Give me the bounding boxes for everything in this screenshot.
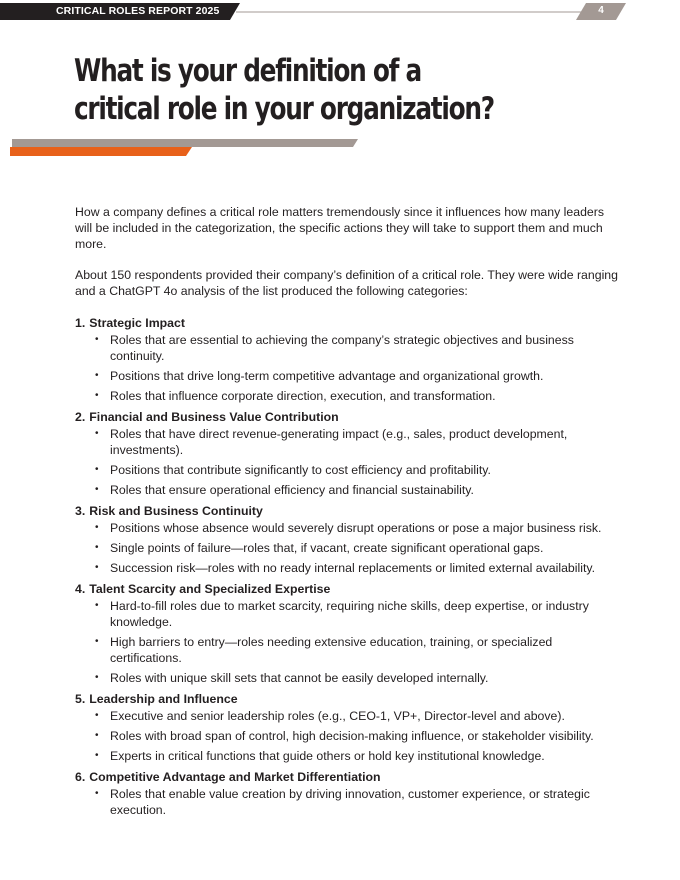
category-name: Risk and Business Continuity	[89, 504, 263, 518]
category-title	[75, 769, 623, 785]
category-section	[75, 503, 623, 576]
list-item: • Single points of failure—roles that, if vacant, create significant operational gaps.	[75, 540, 623, 556]
body-content	[75, 204, 623, 823]
list-item: • Succession risk—roles with no ready internal replacements or limited external availability.	[75, 560, 623, 576]
headline-underline-bars	[0, 138, 680, 158]
category-title	[75, 409, 623, 425]
list-item: • Experts in critical functions that guide others or hold key institutional knowledge.	[75, 748, 623, 764]
page-title	[74, 52, 554, 128]
category-number: 6.	[75, 770, 86, 784]
bullet-list	[75, 426, 623, 498]
list-item: • Positions that drive long-term competitive advantage and organizational growth.	[75, 368, 623, 384]
category-name: Talent Scarcity and Specialized Expertise	[89, 582, 331, 596]
category-section	[75, 315, 623, 404]
category-section	[75, 691, 623, 764]
page-title-line-1: What is your definition of a	[74, 53, 421, 89]
category-title	[75, 581, 623, 597]
list-item: • Positions that contribute significantly to cost efficiency and profitability.	[75, 462, 623, 478]
category-title	[75, 503, 623, 519]
page-title-line-2: critical role in your organization?	[74, 91, 494, 127]
report-title: CRITICAL ROLES REPORT 2025	[56, 5, 220, 17]
bullet-list	[75, 332, 623, 404]
list-item: • Positions whose absence would severely disrupt operations or pose a major business risk.	[75, 520, 623, 536]
bullet-list	[75, 708, 623, 764]
intro-paragraph: How a company defines a critical role matters tremendously since it influences how many leaders will be included in the categorization, the specific actions they will take to support them and much more.	[75, 205, 605, 251]
taupe-bar	[12, 139, 358, 147]
bullet-list	[75, 786, 623, 818]
list-item: • Hard-to-fill roles due to market scarcity, requiring niche skills, deep expertise, or industry knowledge.	[75, 598, 623, 630]
category-name: Strategic Impact	[89, 316, 185, 330]
list-item: • Executive and senior leadership roles (e.g., CEO-1, VP+, Director-level and above).	[75, 708, 623, 724]
category-title	[75, 315, 623, 331]
category-name: Financial and Business Value Contribution	[89, 410, 339, 424]
list-item: • Roles that ensure operational efficiency and financial sustainability.	[75, 482, 623, 498]
category-section	[75, 409, 623, 498]
intro-paragraph: About 150 respondents provided their company’s definition of a critical role. They were wide ranging and a ChatGPT 4o analysis of the list produced the following categories:	[75, 268, 618, 298]
category-name: Leadership and Influence	[89, 692, 238, 706]
list-item: • Roles that are essential to achieving the company’s strategic objectives and business continuity.	[75, 332, 623, 364]
category-number: 4.	[75, 582, 86, 596]
category-number: 2.	[75, 410, 86, 424]
category-name: Competitive Advantage and Market Differentiation	[89, 770, 381, 784]
bullet-list	[75, 598, 623, 686]
category-number: 3.	[75, 504, 86, 518]
bullet-list	[75, 520, 623, 576]
page-number: 4	[598, 5, 604, 16]
category-number: 1.	[75, 316, 86, 330]
category-section	[75, 769, 623, 818]
category-number: 5.	[75, 692, 86, 706]
list-item: • Roles that enable value creation by driving innovation, customer experience, or strategic execution.	[75, 786, 623, 818]
orange-bar	[10, 147, 192, 156]
category-title	[75, 691, 623, 707]
category-section	[75, 581, 623, 686]
list-item: • Roles with broad span of control, high decision-making influence, or stakeholder visibility.	[75, 728, 623, 744]
list-item: • High barriers to entry—roles needing extensive education, training, or specialized certifications.	[75, 634, 623, 666]
list-item: • Roles that influence corporate direction, execution, and transformation.	[75, 388, 623, 404]
list-item: • Roles that have direct revenue-generating impact (e.g., sales, product development, investments).	[75, 426, 623, 458]
list-item: • Roles with unique skill sets that cannot be easily developed internally.	[75, 670, 623, 686]
